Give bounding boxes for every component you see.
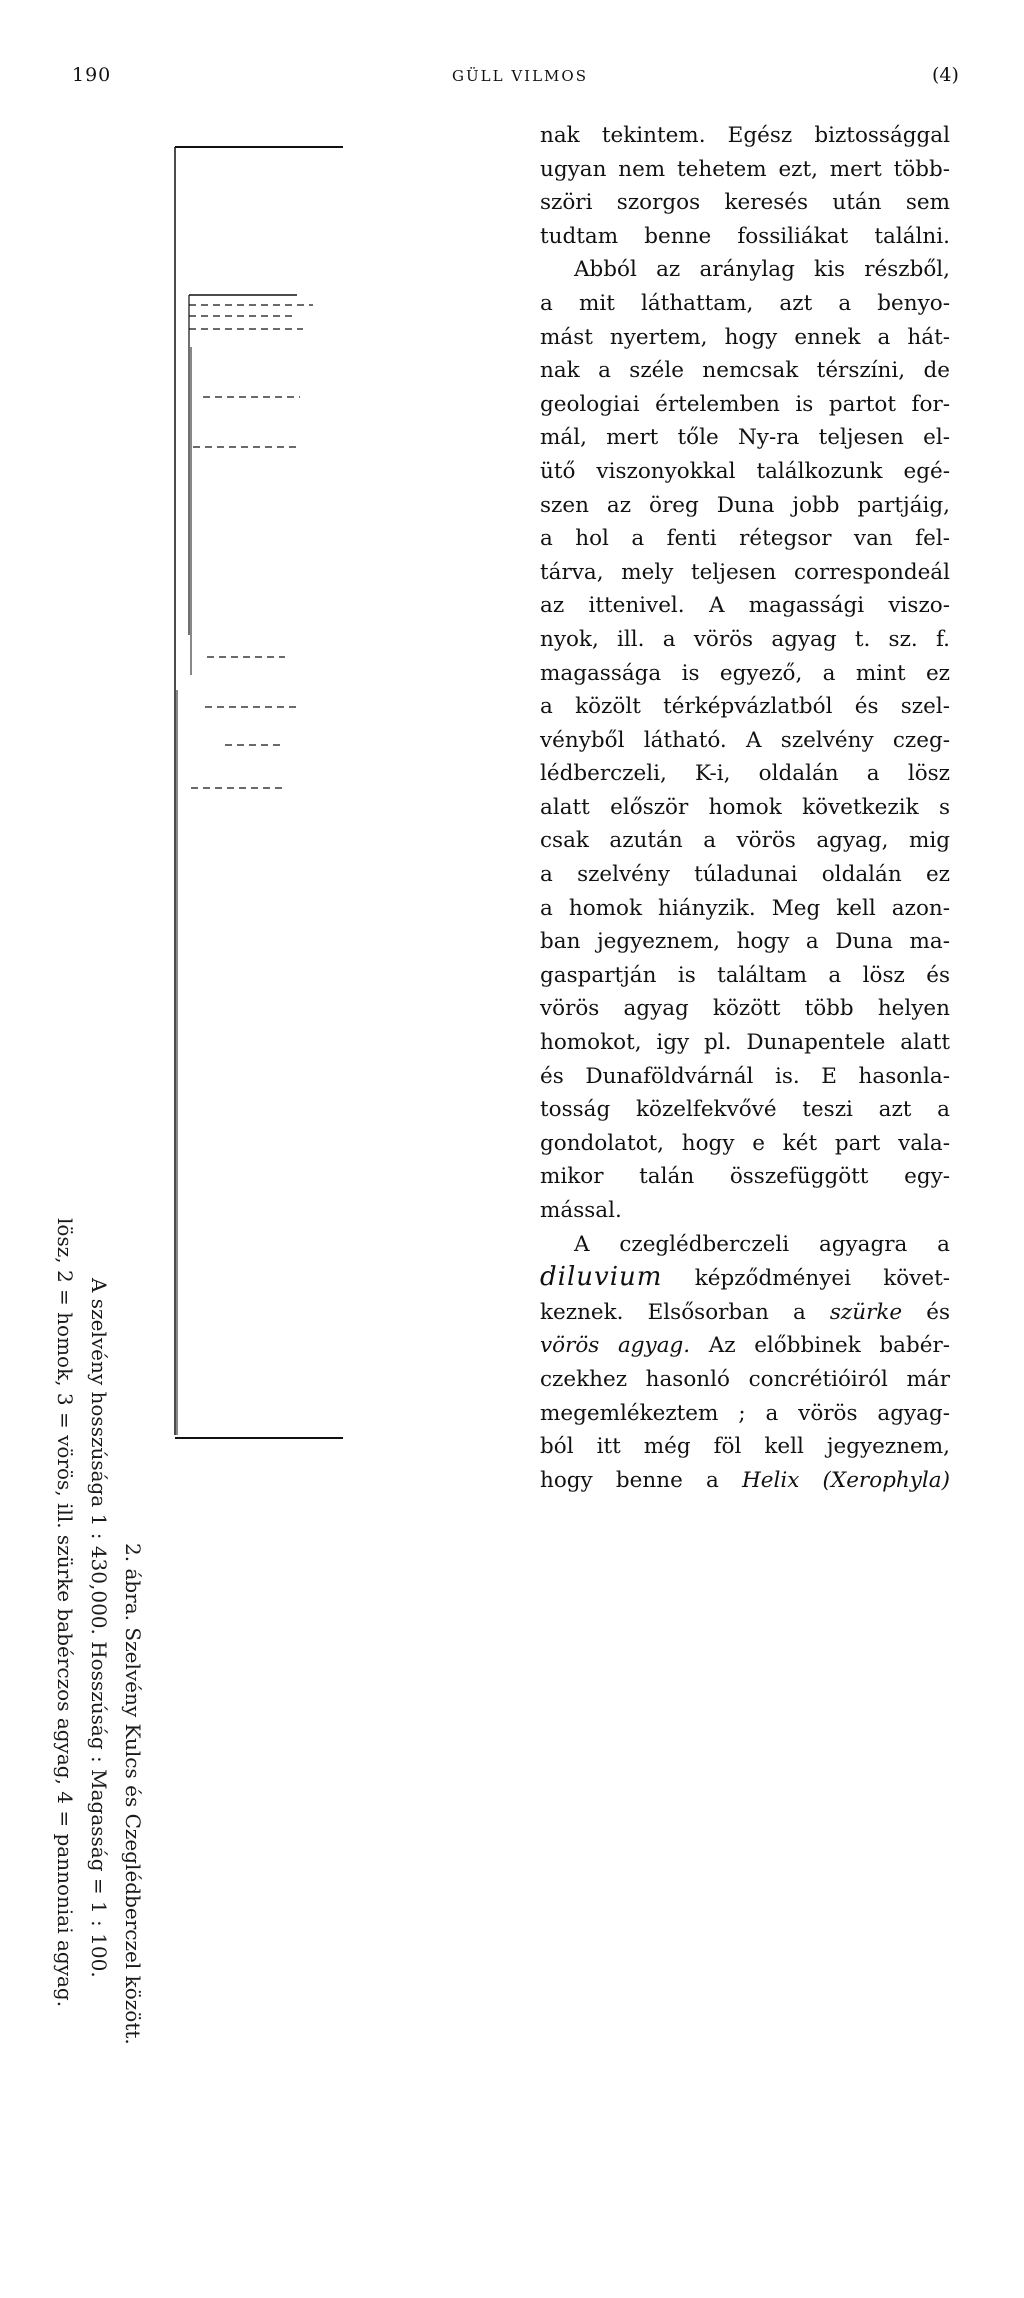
body-line: mással. bbox=[540, 1198, 622, 1223]
body-line: nak tekintem. Egész biztossággal bbox=[540, 123, 950, 148]
body-line: tárva, mely teljesen correspondeál bbox=[540, 559, 950, 585]
body-line: mást nyertem, hogy ennek a hát- bbox=[540, 324, 950, 350]
body-line: geologiai értelemben is partot for- bbox=[540, 391, 950, 417]
page-header bbox=[0, 64, 1024, 94]
body-line: a szelvény túladunai oldalán ez bbox=[540, 862, 950, 888]
body-line: ütő viszonyokkal találkozunk egé- bbox=[540, 458, 950, 484]
running-title: GÜLL VILMOS bbox=[452, 67, 588, 85]
body-line: homokot, igy pl. Dunapentele alatt bbox=[540, 1030, 950, 1056]
body-line: mál, mert tőle Ny-ra teljesen el- bbox=[540, 425, 950, 451]
body-line: szöri szorgos keresés után sem bbox=[540, 190, 950, 216]
body-line: szen az öreg Duna jobb partjáig, bbox=[540, 492, 950, 518]
body-line: gondolatot, hogy e két part vala- bbox=[540, 1130, 950, 1156]
para2-line-2: diluvium képződményei követ- bbox=[540, 1262, 950, 1293]
body-line: a közölt térképvázlatból és szel- bbox=[540, 694, 950, 720]
para2-line-4: vörös agyag. Az előbbinek babér- bbox=[540, 1333, 950, 1359]
page-number: 190 bbox=[72, 64, 112, 86]
para2-line-5: czekhez hasonló concrétióiról már bbox=[540, 1366, 950, 1392]
body-line: vényből látható. A szelvény czeg- bbox=[540, 727, 950, 753]
body-line: csak azután a vörös agyag, mig bbox=[540, 828, 950, 854]
body-line: és Dunaföldvárnál is. E hasonla- bbox=[540, 1063, 950, 1089]
section-figure bbox=[165, 135, 355, 1445]
caption-title: 2. ábra. Szelvény Kulcs és Czeglédberczel között. bbox=[121, 1543, 145, 2045]
body-line: nyok, ill. a vörös agyag t. sz. f. bbox=[540, 626, 950, 652]
caption-legend: lösz, 2 = homok, 3 = vörös, ill. szürke babérczos agyag, 4 = pannoniai agyag. bbox=[53, 1218, 77, 2008]
body-line: alatt először homok következik s bbox=[540, 794, 950, 820]
body-line: magassága is egyező, a mint ez bbox=[540, 660, 950, 686]
body-line: lédberczeli, K-i, oldalán a lösz bbox=[540, 761, 950, 787]
para2-line-6: megemlékeztem ; a vörös agyag- bbox=[540, 1400, 950, 1426]
body-line: a hol a fenti rétegsor van fel- bbox=[540, 526, 950, 552]
body-line: az ittenivel. A magassági viszo- bbox=[540, 593, 950, 619]
diluvium-term: diluvium bbox=[540, 1262, 663, 1293]
body-line: Abból az aránylag kis részből, bbox=[574, 257, 950, 283]
body-line: ban jegyeznem, hogy a Duna ma- bbox=[540, 929, 950, 955]
body-line: a mit láthattam, azt a benyo- bbox=[540, 290, 950, 316]
body-line: a homok hiányzik. Meg kell azon- bbox=[540, 895, 950, 921]
caption-scale: A szelvény hosszúsága 1 : 430,000. Hosszúság : Magasság = 1 : 100. bbox=[87, 1278, 111, 1978]
body-text bbox=[540, 119, 950, 1497]
paragraph-1 bbox=[540, 119, 950, 1228]
body-line: vörös agyag között több helyen bbox=[540, 996, 950, 1022]
body-line: nak a széle nemcsak térszíni, de bbox=[540, 358, 950, 384]
body-line: gaspartján is találtam a lösz és bbox=[540, 962, 950, 988]
body-line: tosság közelfekvővé teszi azt a bbox=[540, 1097, 950, 1123]
para2-line-8: hogy benne a Helix (Xerophyla) bbox=[540, 1467, 950, 1493]
para2-line-1: A czeglédberczeli agyagra a bbox=[574, 1231, 950, 1257]
para2-line-3: keznek. Elsősorban a szürke és bbox=[540, 1299, 950, 1325]
para2-line-7: ból itt még föl kell jegyeznem, bbox=[540, 1434, 950, 1460]
body-line: ugyan nem tehetem ezt, mert több- bbox=[540, 156, 950, 182]
body-line: tudtam benne fossiliákat találni. bbox=[540, 223, 950, 249]
article-number: (4) bbox=[932, 64, 959, 86]
section-drawing bbox=[165, 135, 355, 1445]
body-line: mikor talán összefüggött egy- bbox=[540, 1164, 950, 1190]
